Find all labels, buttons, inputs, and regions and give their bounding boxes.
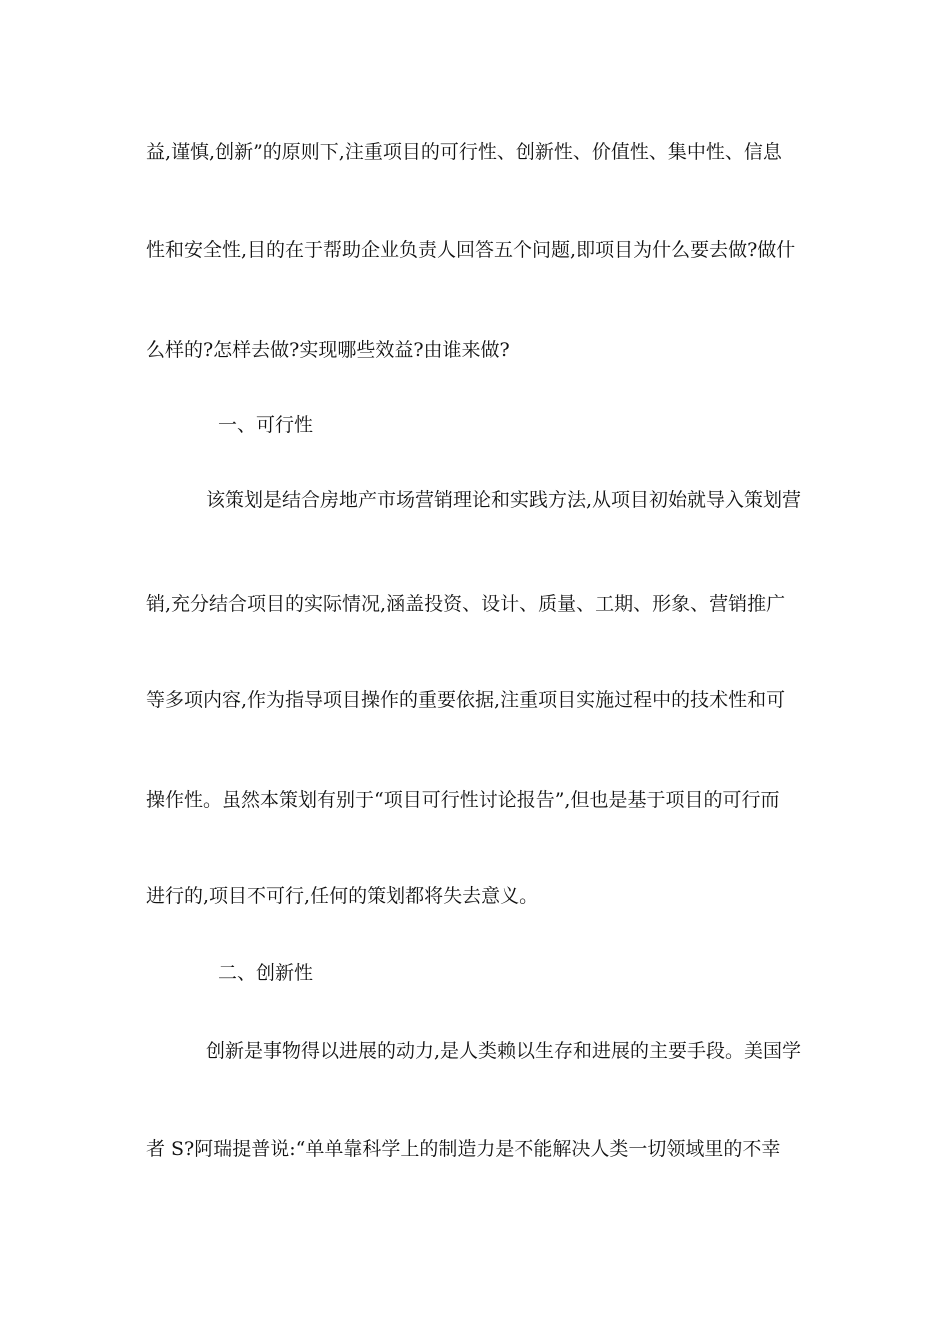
paragraph-line: 等多项内容,作为指导项目操作的重要依据,注重项目实施过程中的技术性和可 (146, 689, 786, 711)
paragraph-line: 者 S?阿瑞提普说:“单单靠科学上的制造力是不能解决人类一切领域里的不幸 (146, 1138, 781, 1160)
paragraph-line: 进行的,项目不可行,任何的策划都将失去意义。 (146, 885, 539, 907)
paragraph-line: 该策划是结合房地产市场营销理论和实践方法,从项目初始就导入策划营 (206, 489, 802, 511)
section-heading-feasibility: 一、可行性 (218, 414, 314, 436)
paragraph-line: 益,谨慎,创新”的原则下,注重项目的可行性、创新性、价值性、集中性、信息 (146, 141, 782, 163)
paragraph-line: 性和安全性,目的在于帮助企业负责人回答五个问题,即项目为什么要去做?做什 (146, 239, 796, 261)
section-heading-innovation: 二、创新性 (218, 962, 314, 984)
paragraph-line: 操作性。虽然本策划有别于“项目可行性讨论报告”,但也是基于项目的可行而 (146, 789, 780, 811)
paragraph-line: 销,充分结合项目的实际情况,涵盖投资、设计、质量、工期、形象、营销推广 (146, 593, 786, 615)
paragraph-line: 么样的?怎样去做?实现哪些效益?由谁来做? (146, 339, 510, 361)
paragraph-line: 创新是事物得以进展的动力,是人类赖以生存和进展的主要手段。美国学 (206, 1040, 802, 1062)
